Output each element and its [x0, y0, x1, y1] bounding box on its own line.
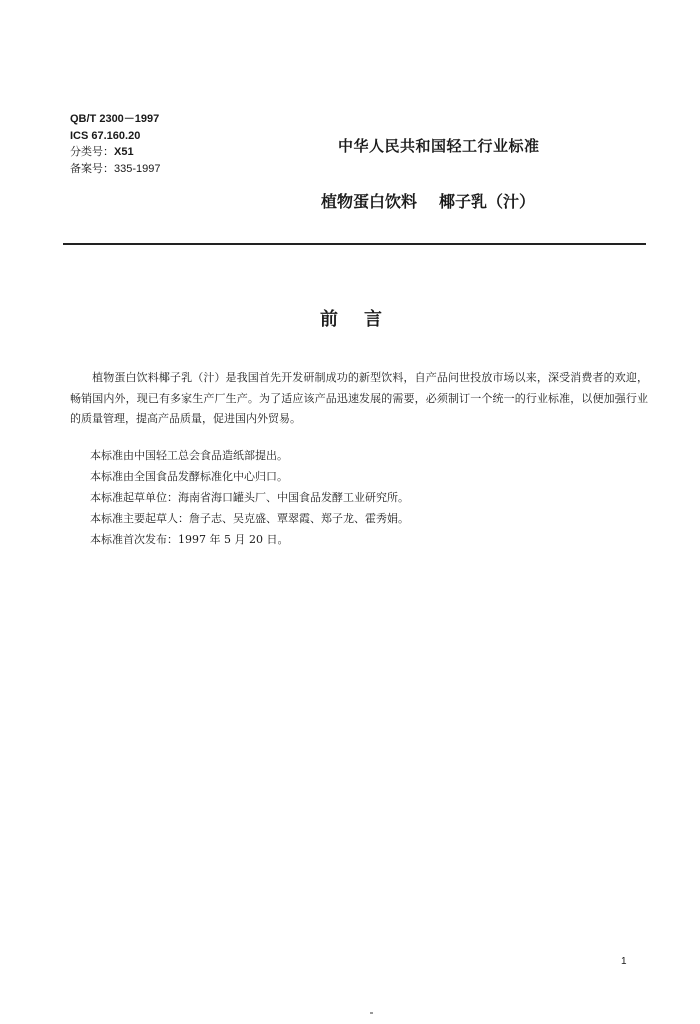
- standard-title: [321, 189, 535, 212]
- standard-name: 中华人民共和国轻工行业标准: [338, 137, 540, 155]
- classification-value: X51: [114, 146, 134, 158]
- record-line: [70, 161, 161, 178]
- preface-heading-char-2: 言: [364, 309, 382, 330]
- preface-heading-char-1: 前: [320, 309, 338, 330]
- record-label: 备案号：: [70, 162, 114, 175]
- preface-heading: [320, 305, 382, 331]
- preface-item-drafters: 本标准主要起草人：詹子志、吴克盛、覃翠霞、郑子龙、霍秀娟。: [90, 512, 409, 525]
- title-part-1: 植物蛋白饮料: [321, 192, 418, 211]
- preface-item-release-date: 本标准首次发布：1997 年 5 月 20 日。: [90, 533, 289, 546]
- classification-label: 分类号：: [70, 146, 114, 158]
- standard-number: QB/T 2300－1997: [70, 113, 160, 125]
- preface-paragraph: [70, 368, 648, 430]
- ics-code: ICS 67.160.20: [70, 129, 141, 142]
- title-part-2: 椰子乳（汁）: [439, 192, 536, 211]
- classification-line: [70, 144, 161, 161]
- preface-item-administrator: 本标准由全国食品发酵标准化中心归口。: [90, 470, 288, 483]
- page-number: 1: [621, 956, 627, 967]
- preface-item-proposer: 本标准由中国轻工总会食品造纸部提出。: [90, 449, 288, 462]
- header-divider: [63, 243, 646, 245]
- preface-items: [90, 445, 409, 550]
- scan-speck: [370, 1012, 373, 1014]
- record-value: 335-1997: [114, 162, 161, 175]
- preface-paragraph-text: 植物蛋白饮料椰子乳（汁）是我国首先开发研制成功的新型饮料，自产品问世投放市场以来，深受消费者的欢迎，畅销国内外，现已有多家生产厂生产。为了适应该产品迅速发展的需要，必须制订一个统一的行业标准，以便加强行业的质量管理，提高产品质量，促进国内外贸易。: [70, 371, 648, 425]
- preface-item-drafting-units: 本标准起草单位：海南省海口罐头厂、中国食品发酵工业研究所。: [90, 491, 409, 504]
- standard-meta-block: [70, 111, 161, 177]
